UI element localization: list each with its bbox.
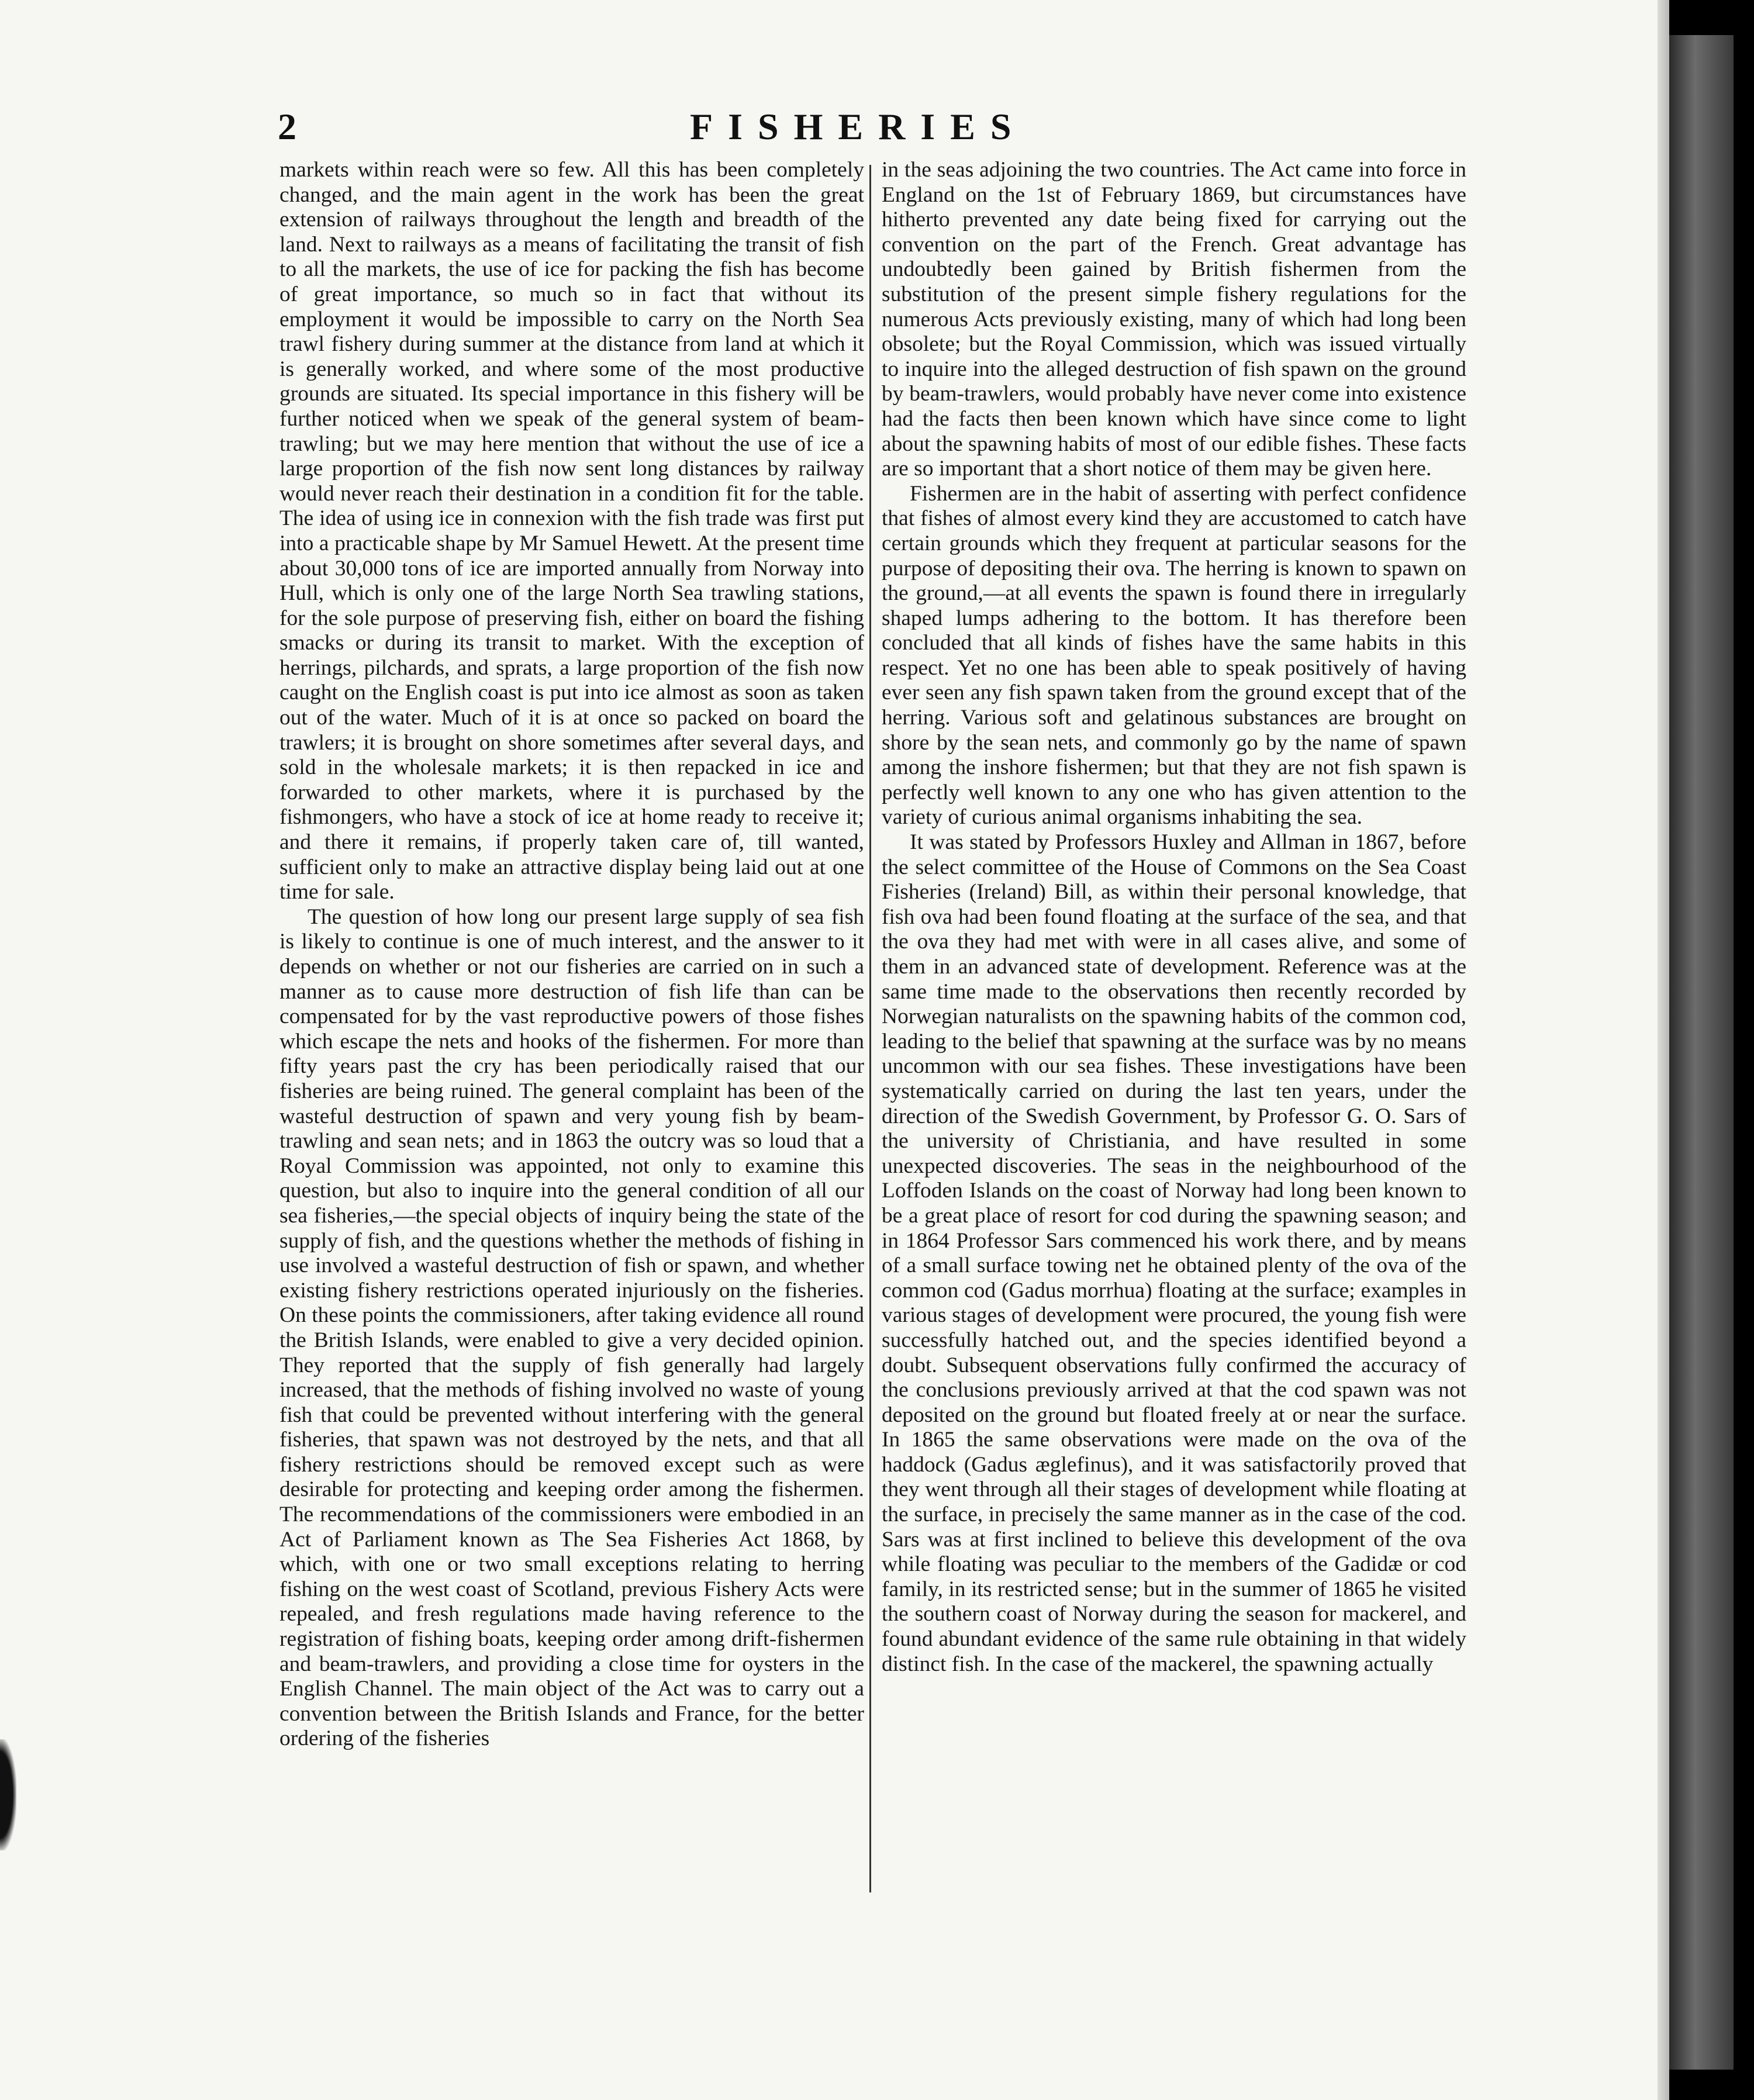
page-number: 2 [278, 106, 296, 147]
paragraph: The question of how long our present large supply of sea fish is likely to continue is one of much interest, and the answer to it depends on whether or not our fisheries are carried on in such a manner as to cause more destruction of fish life than can be compensated for by the vast reproductive powers of those fishes which escape the nets and hooks of the fishermen. For more than fifty years past the cry has been periodically raised that our fisheries are being ruined. The general complaint has been of the wasteful destruction of spawn and very young fish by beam-trawling and sean nets; and in 1863 the outcry was so loud that a Royal Commission was appointed, not only to examine this question, but also to inquire into the general condition of all our sea fisheries,—the special objects of inquiry being the state of the supply of fish, and the questions whether the methods of fishing in use involved a wasteful destruction of fish or spawn, and whether existing fishery restrictions operated injuriously on the fisheries. On these points the commissioners, after taking evidence all round the British Islands, were enabled to give a very decided opinion. They reported that the supply of fish generally had largely increased, that the methods of fishing involved no waste of young fish that could be prevented without interfering with the general fisheries, that spawn was not destroyed by the nets, and that all fishery restrictions should be removed except such as were desirable for protecting and keeping order among the fishermen. The recommendations of the commissioners were embodied in an Act of Parliament known as The Sea Fisheries Act 1868, by which, with one or two small exceptions relating to herring fishing on the west coast of Scotland, previous Fishery Acts were repealed, and fresh regulations made having reference to the registration of fishing boats, keeping order among drift-fishermen and beam-trawlers, and providing a close time for oysters in the English Channel. The main object of the Act was to carry out a convention between the British Islands and France, for the better ordering of the fisheries [279, 904, 864, 1751]
scan-blot [0, 1739, 16, 1850]
running-head: FISHERIES [690, 106, 1027, 147]
scan-border-strip [1669, 35, 1734, 2070]
column-rule [869, 165, 871, 1892]
left-column [279, 158, 864, 1906]
paragraph: in the seas adjoining the two countries. The Act came into force in England on the 1st of February 1869, but circumstances have hitherto prevented any date being fixed for carrying out the convention on the part of the French. Great advantage has undoubtedly been gained by British fishermen from the substitution of the present simple fishery regulations for the numerous Acts previously existing, many of which had long been obsolete; but the Royal Commission, which was issued virtually to inquire into the alleged destruction of fish spawn on the ground by beam-trawlers, would probably have never come into existence had the facts then been known which have since come to light about the spawning habits of most of our edible fishes. These facts are so important that a short notice of them may be given here. [882, 158, 1466, 481]
right-column [882, 158, 1466, 1906]
paragraph: It was stated by Professors Huxley and Allman in 1867, before the select committee of the House of Commons on the Sea Coast Fisheries (Ireland) Bill, as within their personal knowledge, that fish ova had been found floating at the surface of the sea, and that the ova they had met with were in all cases alive, and some of them in an advanced state of development. Reference was at the same time made to the observations then recently recorded by Norwegian naturalists on the spawning habits of the common cod, leading to the belief that spawning at the surface was by no means uncommon with our sea fishes. These investigations have been systematically carried on during the last ten years, under the direction of the Swedish Government, by Professor G. O. Sars of the university of Christiania, and have resulted in some unexpected discoveries. The seas in the neighbourhood of the Loffoden Islands on the coast of Norway had long been known to be a great place of resort for cod during the spawning season; and in 1864 Professor Sars commenced his work there, and by means of a small surface towing net he obtained plenty of the ova of the common cod (Gadus morrhua) floating at the surface; examples in various stages of development were procured, the young fish were successfully hatched out, and the species identified beyond a doubt. Subsequent observations fully confirmed the accuracy of the conclusions previously arrived at that the cod spawn was not deposited on the ground but floated freely at or near the surface. In 1865 the same observations were made on the ova of the haddock (Gadus æglefinus), and it was satisfactorily proved that they went through all their stages of development while floating at the surface, in precisely the same manner as in the case of the cod. Sars was at first inclined to believe this development of the ova while floating was peculiar to the members of the Gadidæ or cod family, in its restricted sense; but in the summer of 1865 he visited the southern coast of Norway during the season for mackerel, and found abundant evidence of the same rule obtaining in that widely distinct fish. In the case of the mackerel, the spawning actually [882, 830, 1466, 1676]
paper-edge [1658, 0, 1669, 2100]
paragraph: Fishermen are in the habit of asserting with perfect confidence that fishes of almost every kind they are accustomed to catch have certain grounds which they frequent at particular seasons for the purpose of depositing their ova. The herring is known to spawn on the ground,—at all events the spawn is found there in irregularly shaped lumps adhering to the bottom. It has therefore been concluded that all kinds of fishes have the same habits in this respect. Yet no one has been able to speak positively of having ever seen any fish spawn taken from the ground except that of the herring. Various soft and gelatinous substances are brought on shore by the sean nets, and commonly go by the name of spawn among the inshore fishermen; but that they are not fish spawn is perfectly well known to any one who has given attention to the variety of curious animal organisms inhabiting the sea. [882, 481, 1466, 830]
paragraph: markets within reach were so few. All this has been completely changed, and the main agent in the work has been the great extension of railways throughout the length and breadth of the land. Next to railways as a means of facilitating the transit of fish to all the markets, the use of ice for packing the fish has become of great importance, so much so in fact that without its employment it would be impossible to carry on the North Sea trawl fishery during summer at the distance from land at which it is generally worked, and where some of the most productive grounds are situated. Its special importance in this fishery will be further noticed when we speak of the general system of beam-trawling; but we may here mention that without the use of ice a large proportion of the fish now sent long distances by railway would never reach their destination in a condition fit for the table. The idea of using ice in connexion with the fish trade was first put into a practicable shape by Mr Samuel Hewett. At the present time about 30,000 tons of ice are imported annually from Norway into Hull, which is only one of the large North Sea trawling stations, for the sole purpose of preserving fish, either on board the fishing smacks or during its transit to market. With the exception of herrings, pilchards, and sprats, a large proportion of the fish now caught on the English coast is put into ice almost as soon as taken out of the water. Much of it is at once so packed on board the trawlers; it is brought on shore sometimes after several days, and sold in the wholesale markets; it is then repacked in ice and forwarded to other markets, where it is purchased by the fishmongers, who have a stock of ice at home ready to receive it; and there it remains, if properly taken care of, till wanted, sufficient only to make an attractive display being laid out at one time for sale. [279, 158, 864, 904]
